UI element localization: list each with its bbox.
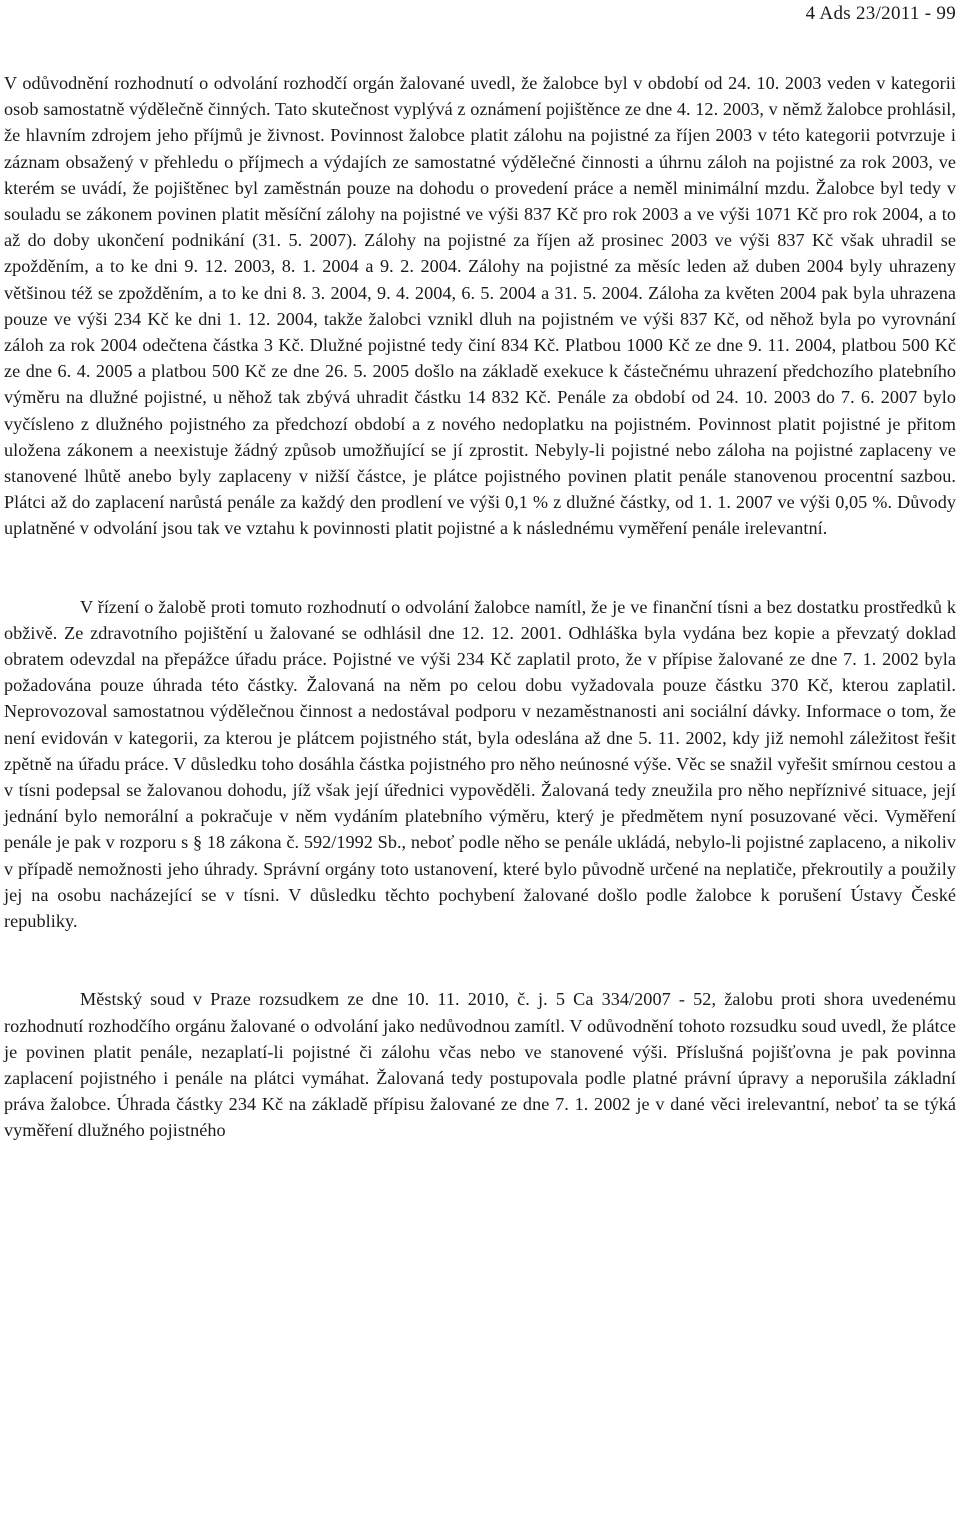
paragraph-appeal-reasoning: V odůvodnění rozhodnutí o odvolání rozhodčí orgán žalované uvedl, že žalobce byl v období od 24. 10. 2003 veden v kategorii osob samostatně výdělečně činných. Tato skutečnost vyplývá z oznámení pojištěnce ze dne 4. 12. 2003, v němž žalobce prohlásil, že hlavním zdrojem jeho příjmů je živnost. Povinnost žalobce platit zálohu na pojistné za říjen 2003 v této kategorii potvrzuje i záznam obsažený v přehledu o příjmech a výdajích ze samostatné výdělečné činnosti a úhrnu záloh na pojistné za rok 2003, ve kterém se uvádí, že pojištěnec byl zaměstnán pouze na dohodu o provedení práce a neměl minimální mzdu. Žalobce byl tedy v souladu se zákonem povinen platit měsíční zálohy na pojistné ve výši 837 Kč pro rok 2003 a ve výši 1071 Kč pro rok 2004, a to až do doby ukončení podnikání (31. 5. 2007). Zálohy na pojistné za říjen až prosinec 2003 ve výši 837 Kč však uhradil se zpožděním, a to ke dni 9. 12. 2003, 8. 1. 2004 a 9. 2. 2004. Zálohy na pojistné za měsíc leden až duben 2004 byly uhrazeny většinou též se zpožděním, a to ke dni 8. 3. 2004, 9. 4. 2004, 6. 5. 2004 a 31. 5. 2004. Záloha za květen 2004 pak byla uhrazena pouze ve výši 234 Kč ke dni 1. 12. 2004, takže žalobci vznikl dluh na pojistném ve výši 837 Kč, od něhož byla po vyrovnání záloh za rok 2004 odečtena částka 3 Kč. Dlužné pojistné tedy činí 834 Kč. Platbou 1000 Kč ze dne 9. 11. 2004, platbou 500 Kč ze dne 6. 4. 2005 a platbou 500 Kč ze dne 26. 5. 2005 došlo na základě exekuce k částečnému uhrazení předchozího platebního výměru na dlužné pojistné, u něhož tak zbývá uhradit částku 14 832 Kč. Penále za období od 24. 10. 2003 do 7. 6. 2007 bylo vyčísleno z dlužného pojistného za předchozí období a z nového nedoplatku na pojistném. Povinnost platit pojistné je přitom uložena zákonem a neexistuje žádný způsob umožňující se jí zprostit. Nebyly-li pojistné nebo záloha na pojistné zaplaceny ve stanovené lhůtě anebo byly zaplaceny v nižší částce, je plátce pojistného povinen platit penále stanovenou procentní sazbou. Plátci až do zaplacení narůstá penále za každý den prodlení ve výši 0,1 % z dlužné částky, od 1. 1. 2007 ve výši 0,05 %. Důvody uplatněné v odvolání jsou tak ve vztahu k povinnosti platit pojistné a k následnému vyměření penále irelevantní. [4, 73, 956, 539]
case-reference: 4 Ads 23/2011 - 99 [805, 3, 956, 24]
paragraph-court-judgment: Městský soud v Praze rozsudkem ze dne 10. 11. 2010, č. j. 5 Ca 334/2007 - 52, žalobu proti shora uvedenému rozhodnutí rozhodčího orgánu žalované o odvolání jako nedůvodnou zamítl. V odůvodnění tohoto rozsudku soud uvedl, že plátce je povinen platit penále, nezaplatí-li pojistné či zálohu včas nebo ve stanovené výši. Příslušná pojišťovna je pak povinna zaplacení pojistného i penále na plátci vymáhat. Žalovaná tedy postupovala podle platné právní úpravy a neporušila základní práva žalobce. Úhrada částky 234 Kč na základě přípisu žalované ze dne 7. 1. 2002 je v dané věci irelevantní, neboť ta se týká vyměření dlužného pojistného [4, 989, 956, 1141]
paragraph-lawsuit-objections: V řízení o žalobě proti tomuto rozhodnutí o odvolání žalobce namítl, že je ve finanční tísni a bez dostatku prostředků k obživě. Ze zdravotního pojištění u žalované se odhlásil dne 12. 12. 2001. Odhláška byla vydána bez kopie a převzatý doklad obratem odevzdal na přepážce úřadu práce. Pojistné ve výši 234 Kč zaplatil proto, že v přípise žalované ze dne 7. 1. 2002 byla požadována pouze úhrada této částky. Žalovaná na něm po celou dobu vyžadovala pouze částku 370 Kč, kterou zaplatil. Neprovozoval samostatnou výdělečnou činnost a nedostával podporu v nezaměstnanosti ani sociální dávky. Informace o tom, že není evidován v kategorii, za kterou je plátcem pojistného stát, byla odeslána až dne 5. 11. 2002, kdy již nemohl záležitost řešit zpětně na úřadu práce. V důsledku toho dosáhla částka pojistného pro něho neúnosné výše. Věc se snažil vyřešit smírnou cestou a v tísni podepsal se žalovanou dohodu, jíž však její úřednici vypověděli. Žalovaná tedy zneužila pro něho nepříznivé situace, její jednání bylo nemorální a pokračuje v něm vydáním platebního výměru, který je předmětem nyní posuzované věci. Vyměření penále je pak v rozporu s § 18 zákona č. 592/1992 Sb., neboť podle něho se penále ukládá, nebylo-li pojistné zaplaceno, a nikoliv v případě nemožnosti jeho úhrady. Správní orgány toto ustanovení, které bylo původně určené na neplatiče, překroutily a použily jej na osobu nacházející se v tísni. V důsledku těchto pochybení žalované došlo podle žalobce k porušení Ústavy České republiky. [4, 596, 956, 932]
paragraph-gap [4, 934, 956, 986]
document-body [4, 70, 956, 1144]
paragraph-gap [4, 542, 956, 594]
